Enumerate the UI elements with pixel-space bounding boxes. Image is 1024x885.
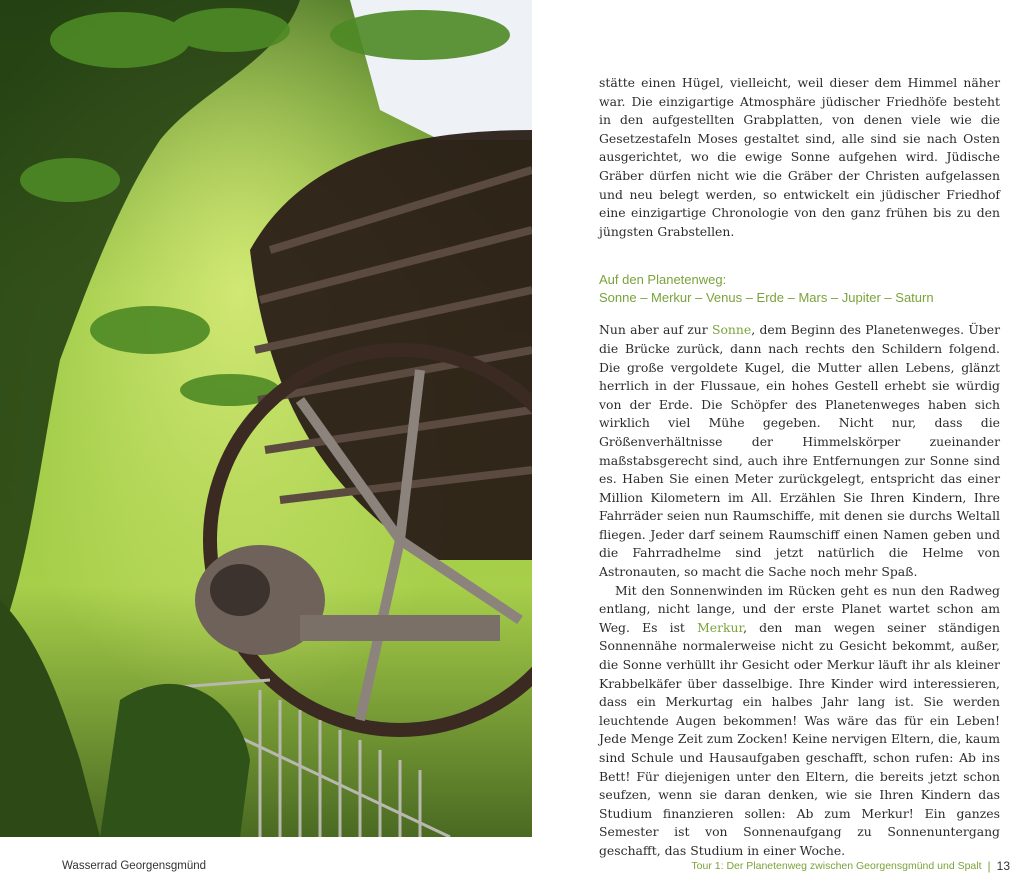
chapter-title: Tour 1: Der Planetenweg zwischen Georgensgmünd und Spalt — [691, 860, 982, 872]
paragraph-cemetery: stätte einen Hügel, vielleicht, weil dieser dem Himmel näher war. Die einzigartige Atmosphäre jüdischer Friedhöfe besteht in den aufgestellten Grabplatten, von denen viele wie die Gesetzestafeln Moses gestaltet sind, alle sind sie nach Osten ausgerichtet, wo die ewige Sonne aufgehen wird. Jüdische Gräber dürfen nicht wie die Gräber der Christen aufgelassen und neu belegt werden, so entwickelt ein jüdischer Friedhof eine einzigartige Chronologie von den ganz frühen bis zu den jüngsten Grabstellen. — [599, 75, 1000, 239]
page-number: 13 — [996, 859, 1010, 873]
section-heading — [599, 271, 1000, 307]
body-text-column — [599, 74, 1000, 861]
heading-planets: Sonne – Merkur – Venus – Erde – Mars – Jupiter – Saturn — [599, 290, 934, 306]
footer-separator: | — [987, 859, 991, 873]
paragraph-mercury: Mit den Sonnenwinden im Rücken geht es nun den Radweg entlang, nicht lange, und der erste Planet wartet schon am Weg. Es ist Merkur, den man wegen seiner ständigen Sonnennähe normalerweise nicht zu Gesicht bekommt, außer, die Sonne verhüllt ihr Gesicht oder Merkur läuft ihr als kleiner Krabbelkäfer über dasselbige. Ihre Kinder wird interessieren, dass ein Merkurtag ein halbes Jahr lang ist. Sie werden leuchtende Augen bekommen! Was wäre das für ein Leben! Jede Menge Zeit zum Zocken! Keine nervigen Eltern, die, kaum sind Schule und Hausaufgaben geschafft, schon rufen: Ab ins Bett! Für diejenigen unter den Eltern, die bereits jetzt schon seufzen, wenn sie daran denken, wie sie Ihren Kindern das Studium finanzieren sollen: Ab zum Merkur! Ein ganzes Semester ist von Sonnenaufgang zu Sonnenuntergang geschafft, das Studium in einer Woche. — [599, 582, 1000, 858]
running-footer — [691, 859, 1010, 873]
paragraph-sun: Nun aber auf zur Sonne, dem Beginn des Planetenweges. Über die Brücke zurück, dann nach rechts den Schildern folgend. Die große vergoldete Kugel, die Mutter allen Lebens, glänzt herrlich in der Flussaue, ein hohes Gestell erhebt sie würdig von der Erde. Die Schöpfer des Planetenweges haben sich wirklich viel Mühe gegeben. Nicht nur, dass die Größenverhältnisse der Himmelskörper zueinander maßstabsgerecht sind, auch ihre Entfernungen zur Sonne sind es. Haben Sie einen Meter zurückgelegt, entspricht das einer Million Kilometern im All. Erzählen Sie Ihren Kindern, Ihre Fahrräder seien nun Raumschiffe, mit denen sie durchs Weltall fliegen. Jeder darf seinem Raumschiff einen Namen geben und die Fahrradhelme sind jetzt natürlich die Helme von Astronauten, so macht die Sache noch mehr Spaß. — [599, 322, 1000, 580]
heading-title: Auf den Planetenweg: — [599, 272, 727, 288]
photo-caption: Wasserrad Georgensgmünd — [62, 860, 207, 872]
waterwheel-photo — [0, 0, 532, 837]
highlight-merkur: Merkur — [697, 619, 744, 635]
highlight-sonne: Sonne — [711, 322, 752, 338]
